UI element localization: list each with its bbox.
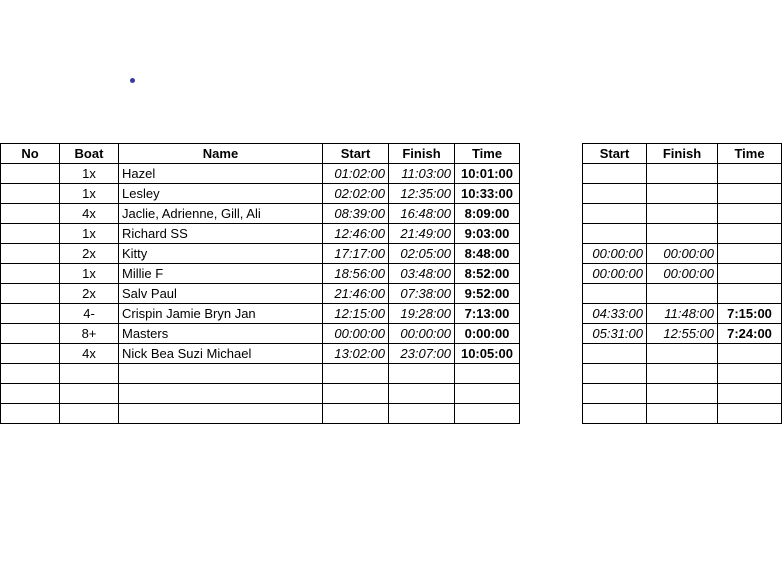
header-time[interactable]: Time — [718, 144, 782, 164]
cell-finish[interactable] — [647, 364, 718, 384]
cell-time[interactable] — [718, 404, 782, 424]
cell-finish[interactable]: 00:00:00 — [389, 324, 455, 344]
cell-time[interactable] — [718, 364, 782, 384]
cell-start[interactable]: 00:00:00 — [323, 324, 389, 344]
cell-boat[interactable] — [60, 384, 119, 404]
cell-finish[interactable]: 00:00:00 — [647, 264, 718, 284]
cell-time[interactable]: 9:03:00 — [455, 224, 520, 244]
second-timing-table — [582, 143, 782, 424]
cell-finish[interactable] — [647, 224, 718, 244]
cell-start[interactable] — [323, 364, 389, 384]
cell-finish[interactable] — [389, 364, 455, 384]
cell-time[interactable] — [718, 204, 782, 224]
cell-no[interactable] — [1, 284, 60, 304]
cell-start[interactable] — [583, 224, 647, 244]
cell-finish[interactable]: 07:38:00 — [389, 284, 455, 304]
cell-time[interactable] — [718, 344, 782, 364]
cell-start[interactable]: 05:31:00 — [583, 324, 647, 344]
cell-finish[interactable] — [647, 164, 718, 184]
cell-finish[interactable]: 12:55:00 — [647, 324, 718, 344]
cell-start[interactable] — [583, 344, 647, 364]
cell-start[interactable] — [583, 164, 647, 184]
cell-finish[interactable]: 16:48:00 — [389, 204, 455, 224]
table-row — [1, 304, 520, 324]
header-finish[interactable]: Finish — [647, 144, 718, 164]
cell-start[interactable] — [583, 404, 647, 424]
table-row — [1, 184, 520, 204]
cell-start[interactable]: 12:46:00 — [323, 224, 389, 244]
cell-start[interactable]: 04:33:00 — [583, 304, 647, 324]
cell-name[interactable]: Millie F — [119, 264, 323, 284]
cell-time[interactable]: 0:00:00 — [455, 324, 520, 344]
cell-start[interactable] — [583, 284, 647, 304]
cell-finish[interactable]: 03:48:00 — [389, 264, 455, 284]
cell-boat[interactable]: 1x — [60, 264, 119, 284]
cell-time[interactable] — [455, 384, 520, 404]
dot-marker — [130, 78, 135, 83]
cell-no[interactable] — [1, 264, 60, 284]
header-name[interactable]: Name — [119, 144, 323, 164]
cell-boat[interactable]: 8+ — [60, 324, 119, 344]
cell-start[interactable]: 13:02:00 — [323, 344, 389, 364]
cell-time[interactable] — [455, 364, 520, 384]
cell-finish[interactable]: 11:48:00 — [647, 304, 718, 324]
table-row — [1, 204, 520, 224]
cell-finish[interactable] — [389, 404, 455, 424]
cell-start[interactable] — [583, 384, 647, 404]
cell-boat[interactable]: 4x — [60, 344, 119, 364]
cell-time[interactable]: 8:09:00 — [455, 204, 520, 224]
cell-boat[interactable]: 2x — [60, 284, 119, 304]
table-row — [1, 164, 520, 184]
cell-boat[interactable]: 4x — [60, 204, 119, 224]
cell-time[interactable] — [718, 384, 782, 404]
cell-finish[interactable]: 00:00:00 — [647, 244, 718, 264]
cell-time[interactable]: 10:05:00 — [455, 344, 520, 364]
header-finish[interactable]: Finish — [389, 144, 455, 164]
cell-finish[interactable]: 23:07:00 — [389, 344, 455, 364]
table-row — [583, 164, 782, 184]
table-row — [1, 404, 520, 424]
table-row — [583, 204, 782, 224]
cell-time[interactable]: 7:24:00 — [718, 324, 782, 344]
cell-boat[interactable]: 1x — [60, 164, 119, 184]
cell-finish[interactable]: 02:05:00 — [389, 244, 455, 264]
cell-no[interactable] — [1, 204, 60, 224]
results-table — [0, 143, 520, 424]
cell-finish[interactable]: 21:49:00 — [389, 224, 455, 244]
table-row — [583, 184, 782, 204]
cell-no[interactable] — [1, 384, 60, 404]
cell-name[interactable]: Hazel — [119, 164, 323, 184]
cell-boat[interactable] — [60, 404, 119, 424]
cell-start[interactable] — [583, 364, 647, 384]
cell-start[interactable]: 17:17:00 — [323, 244, 389, 264]
cell-time[interactable]: 7:13:00 — [455, 304, 520, 324]
cell-finish[interactable] — [647, 204, 718, 224]
table-row — [583, 284, 782, 304]
table-row — [1, 364, 520, 384]
cell-name[interactable] — [119, 404, 323, 424]
cell-boat[interactable]: 4- — [60, 304, 119, 324]
table-row — [583, 264, 782, 284]
table-row — [1, 324, 520, 344]
table-row — [583, 404, 782, 424]
cell-boat[interactable]: 1x — [60, 184, 119, 204]
header-row — [1, 144, 520, 164]
header-start[interactable]: Start — [583, 144, 647, 164]
cell-start[interactable] — [323, 384, 389, 404]
table-row — [583, 304, 782, 324]
cell-start[interactable] — [583, 184, 647, 204]
cell-finish[interactable] — [389, 384, 455, 404]
cell-start[interactable]: 18:56:00 — [323, 264, 389, 284]
cell-time[interactable]: 10:01:00 — [455, 164, 520, 184]
table-row — [1, 284, 520, 304]
cell-name[interactable]: Lesley — [119, 184, 323, 204]
cell-finish[interactable] — [647, 384, 718, 404]
cell-start[interactable]: 02:02:00 — [323, 184, 389, 204]
cell-time[interactable]: 7:15:00 — [718, 304, 782, 324]
cell-name[interactable]: Jaclie, Adrienne, Gill, Ali — [119, 204, 323, 224]
cell-start[interactable]: 12:15:00 — [323, 304, 389, 324]
cell-start[interactable]: 01:02:00 — [323, 164, 389, 184]
cell-time[interactable] — [718, 184, 782, 204]
cell-no[interactable] — [1, 184, 60, 204]
cell-name[interactable]: Richard SS — [119, 224, 323, 244]
cell-finish[interactable]: 19:28:00 — [389, 304, 455, 324]
cell-start[interactable] — [323, 404, 389, 424]
cell-finish[interactable] — [647, 344, 718, 364]
cell-no[interactable] — [1, 244, 60, 264]
cell-time[interactable] — [718, 244, 782, 264]
cell-name[interactable]: Masters — [119, 324, 323, 344]
cell-finish[interactable]: 12:35:00 — [389, 184, 455, 204]
header-start[interactable]: Start — [323, 144, 389, 164]
table-row — [583, 384, 782, 404]
cell-name[interactable] — [119, 364, 323, 384]
cell-time[interactable]: 10:33:00 — [455, 184, 520, 204]
table-row — [583, 224, 782, 244]
table-row — [583, 364, 782, 384]
cell-time[interactable] — [455, 404, 520, 424]
header-row — [583, 144, 782, 164]
cell-no[interactable] — [1, 224, 60, 244]
cell-boat[interactable]: 1x — [60, 224, 119, 244]
table-row — [1, 384, 520, 404]
header-no[interactable]: No — [1, 144, 60, 164]
cell-time[interactable] — [718, 224, 782, 244]
cell-no[interactable] — [1, 324, 60, 344]
cell-start[interactable]: 08:39:00 — [323, 204, 389, 224]
cell-finish[interactable] — [647, 184, 718, 204]
cell-boat[interactable]: 2x — [60, 244, 119, 264]
cell-name[interactable]: Nick Bea Suzi Michael — [119, 344, 323, 364]
cell-no[interactable] — [1, 364, 60, 384]
cell-name[interactable]: Kitty — [119, 244, 323, 264]
cell-no[interactable] — [1, 344, 60, 364]
table-row — [583, 244, 782, 264]
table-row — [1, 344, 520, 364]
header-time[interactable]: Time — [455, 144, 520, 164]
cell-finish[interactable]: 11:03:00 — [389, 164, 455, 184]
cell-name[interactable]: Salv Paul — [119, 284, 323, 304]
cell-no[interactable] — [1, 304, 60, 324]
cell-name[interactable]: Crispin Jamie Bryn Jan — [119, 304, 323, 324]
cell-finish[interactable] — [647, 284, 718, 304]
cell-no[interactable] — [1, 404, 60, 424]
cell-finish[interactable] — [647, 404, 718, 424]
cell-no[interactable] — [1, 164, 60, 184]
cell-time[interactable]: 8:48:00 — [455, 244, 520, 264]
cell-time[interactable] — [718, 284, 782, 304]
cell-time[interactable] — [718, 264, 782, 284]
cell-time[interactable]: 8:52:00 — [455, 264, 520, 284]
table-row — [583, 344, 782, 364]
table-row — [1, 264, 520, 284]
table-row — [1, 244, 520, 264]
cell-start[interactable]: 00:00:00 — [583, 244, 647, 264]
header-boat[interactable]: Boat — [60, 144, 119, 164]
cell-start[interactable] — [583, 204, 647, 224]
table-row — [583, 324, 782, 344]
cell-name[interactable] — [119, 384, 323, 404]
cell-start[interactable]: 00:00:00 — [583, 264, 647, 284]
cell-time[interactable] — [718, 164, 782, 184]
cell-boat[interactable] — [60, 364, 119, 384]
table-row — [1, 224, 520, 244]
cell-start[interactable]: 21:46:00 — [323, 284, 389, 304]
cell-time[interactable]: 9:52:00 — [455, 284, 520, 304]
